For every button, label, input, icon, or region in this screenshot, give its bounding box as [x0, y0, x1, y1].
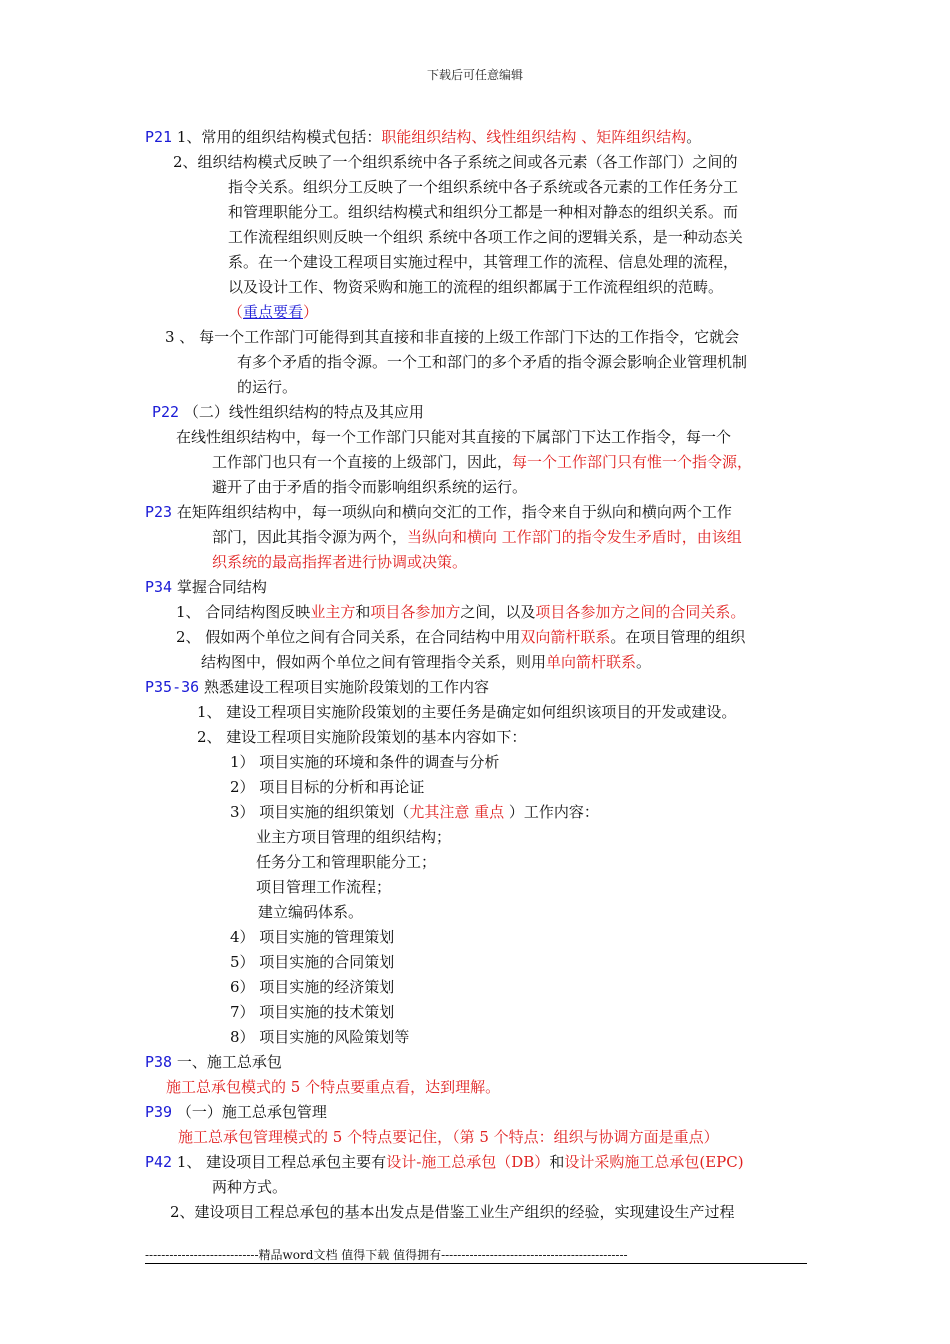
line-text: 一、施工总承包	[172, 1053, 282, 1071]
text-line	[230, 777, 424, 797]
page-header: 下载后可任意编辑	[426, 68, 523, 82]
page-ref: P21	[145, 128, 173, 146]
text-line	[145, 677, 489, 697]
text-line	[230, 1027, 409, 1047]
text-line	[230, 977, 394, 997]
text-line	[212, 1177, 287, 1197]
line-text: 1、常用的组织结构模式包括：	[172, 128, 382, 146]
line-text: 指令关系。组织分工反映了一个组织系统中各子系统或各元素的工作任务分工	[228, 178, 739, 196]
text-line	[256, 827, 451, 847]
text-line	[145, 127, 701, 147]
text-line	[256, 877, 391, 897]
line-text: 2、组织结构模式反映了一个组织系统中各子系统之间或各元素（各工作部门）之间的	[173, 153, 738, 171]
line-text: 和	[355, 603, 371, 621]
text-line	[230, 802, 599, 822]
line-text: 4） 项目实施的管理策划	[230, 928, 395, 946]
highlight-text: 设计-施工总承包（DB）	[386, 1153, 550, 1171]
text-line	[230, 1002, 394, 1022]
text-line	[176, 627, 745, 647]
line-text: 。	[686, 128, 702, 146]
line-text: 结构图中，假如两个单位之间有管理指令关系，则用	[201, 653, 547, 671]
line-text: 熟悉建设工程项目实施阶段策划的工作内容	[199, 678, 489, 696]
line-text: 5） 项目实施的合同策划	[230, 953, 395, 971]
highlight-text: 单向箭杆联系	[546, 653, 637, 671]
highlight-text: 尤其注意 重点	[409, 803, 505, 821]
text-line	[228, 202, 738, 222]
line-text: 7） 项目实施的技术策划	[230, 1003, 395, 1021]
highlight-text: 职能组织结构、线性组织结构 、矩阵组织结构	[381, 128, 687, 146]
text-line	[145, 1152, 744, 1172]
line-text: 系。在一个建设工程项目实施过程中，其管理工作的流程、信息处理的流程，	[228, 253, 739, 271]
line-text: 两种方式。	[212, 1178, 288, 1196]
text-line	[197, 702, 736, 722]
line-text: 在线性组织结构中，每一个工作部门只能对其直接的下属部门下达工作指令，每一个	[176, 428, 732, 446]
line-text: 有多个矛盾的指令源。一个工和部门的多个矛盾的指令源会影响企业管理机制	[237, 353, 748, 371]
text-line	[237, 377, 297, 397]
line-text: 项目管理工作流程；	[256, 878, 392, 896]
page-ref: P23	[145, 503, 173, 521]
line-text: 2、 假如两个单位之间有合同关系，在合同结构中用	[176, 628, 521, 646]
line-text: 以及设计工作、物资采购和施工的流程的组织都属于工作流程组织的范畴。	[228, 278, 724, 296]
line-text: 8） 项目实施的风险策划等	[230, 1028, 410, 1046]
text-line	[212, 552, 467, 572]
text-line	[201, 652, 651, 672]
highlight-text: 项目各参加方之间的合同关系。	[535, 603, 746, 621]
text-line	[228, 302, 318, 322]
line-text: ）工作内容：	[504, 803, 599, 821]
line-text: 之间，以及	[460, 603, 536, 621]
page-ref: P42	[145, 1153, 173, 1171]
line-text: 在矩阵组织结构中，每一项纵向和横向交汇的工作，指令来自于纵向和横向两个工作	[172, 503, 732, 521]
text-line	[176, 427, 731, 447]
line-text: 2、建设项目工程总承包的基本出发点是借鉴工业生产组织的经验，实现建设生产过程	[170, 1203, 735, 1221]
highlight-text: （	[228, 303, 244, 321]
line-text: （二）线性组织结构的特点及其应用	[179, 403, 424, 421]
line-text: （一）施工总承包管理	[172, 1103, 327, 1121]
line-text: 2） 项目目标的分析和再论证	[230, 778, 425, 796]
highlight-text: 施工总承包模式的 5 个特点要重点看，达到理解。	[166, 1078, 501, 1096]
line-text: 和管理职能分工。组织结构模式和组织分工都是一种相对静态的组织关系。而	[228, 203, 739, 221]
text-line	[197, 727, 526, 747]
line-text: 。	[636, 653, 652, 671]
highlight-text: 当纵向和横向 工作部门的指令发生矛盾时，由该组	[407, 528, 742, 546]
line-text: 的运行。	[237, 378, 298, 396]
text-line	[166, 1077, 500, 1097]
page-footer: ----------------------------精品word文档 值得下载 值得拥有----------------------------------------------	[145, 1248, 628, 1262]
text-line	[173, 152, 738, 172]
line-text: 2、 建设工程项目实施阶段策划的基本内容如下：	[197, 728, 527, 746]
text-line	[237, 352, 747, 372]
text-line	[165, 327, 739, 347]
text-line	[152, 402, 424, 422]
text-line	[256, 852, 436, 872]
footer-rule	[145, 1263, 807, 1264]
page-ref: P22	[152, 403, 180, 421]
text-line	[230, 952, 394, 972]
text-line	[230, 752, 499, 772]
page-ref: P38	[145, 1053, 173, 1071]
line-text: 1、 建设项目工程总承包主要有	[172, 1153, 387, 1171]
highlight-text: 业主方	[310, 603, 356, 621]
text-line	[228, 252, 738, 272]
page-ref: P39	[145, 1103, 173, 1121]
text-line	[170, 1202, 735, 1222]
line-text: 1、 合同结构图反映	[176, 603, 311, 621]
highlight-text: 双向箭杆联系	[520, 628, 611, 646]
text-line	[176, 602, 745, 622]
line-text: 3） 项目实施的组织策划（	[230, 803, 410, 821]
text-line	[178, 1127, 719, 1147]
line-text: 6） 项目实施的经济策划	[230, 978, 395, 996]
text-line	[145, 1052, 282, 1072]
line-text: 1） 项目实施的环境和条件的调查与分析	[230, 753, 500, 771]
text-line	[228, 227, 743, 247]
text-line	[212, 452, 752, 472]
highlight-text: ）	[303, 303, 319, 321]
line-text: 避开了由于矛盾的指令而影响组织系统的运行。	[212, 478, 528, 496]
line-text: 和	[549, 1153, 565, 1171]
line-text: 1、 建设工程项目实施阶段策划的主要任务是确定如何组织该项目的开发或建设。	[197, 703, 737, 721]
text-line	[212, 527, 742, 547]
text-line	[145, 502, 732, 522]
line-text: 部门，因此其指令源为两个，	[212, 528, 408, 546]
text-line	[212, 477, 527, 497]
line-text: 建立编码体系。	[258, 903, 364, 921]
page-ref: P34	[145, 578, 173, 596]
line-text: 。在项目管理的组织	[610, 628, 746, 646]
line-text: 任务分工和管理职能分工；	[256, 853, 437, 871]
highlight-text: 织系统的最高指挥者进行协调或决策。	[212, 553, 468, 571]
text-line	[145, 577, 267, 597]
highlight-text: 施工总承包管理模式的 5 个特点要记住，（第 5 个特点：组织与协调方面是重点）	[178, 1128, 719, 1146]
line-text: 业主方项目管理的组织结构；	[256, 828, 452, 846]
page-ref: P35-36	[145, 678, 200, 696]
text-line	[230, 927, 394, 947]
line-text: 掌握合同结构	[172, 578, 267, 596]
line-text: 工作部门也只有一个直接的上级部门，因此，	[212, 453, 513, 471]
highlight-text: 每一个工作部门只有惟一个指令源，	[512, 453, 753, 471]
highlight-text: 设计采购施工总承包(EPC)	[564, 1153, 744, 1171]
text-line	[145, 1102, 327, 1122]
emphasis-link[interactable]: 重点要看	[243, 303, 304, 321]
line-text: 3 、 每一个工作部门可能得到其直接和非直接的上级工作部门下达的工作指令，它就会	[165, 328, 740, 346]
text-line	[228, 277, 723, 297]
highlight-text: 项目各参加方	[370, 603, 461, 621]
text-line	[258, 902, 363, 922]
line-text: 工作流程组织则反映一个组织 系统中各项工作之间的逻辑关系，是一种动态关	[228, 228, 743, 246]
text-line	[228, 177, 738, 197]
